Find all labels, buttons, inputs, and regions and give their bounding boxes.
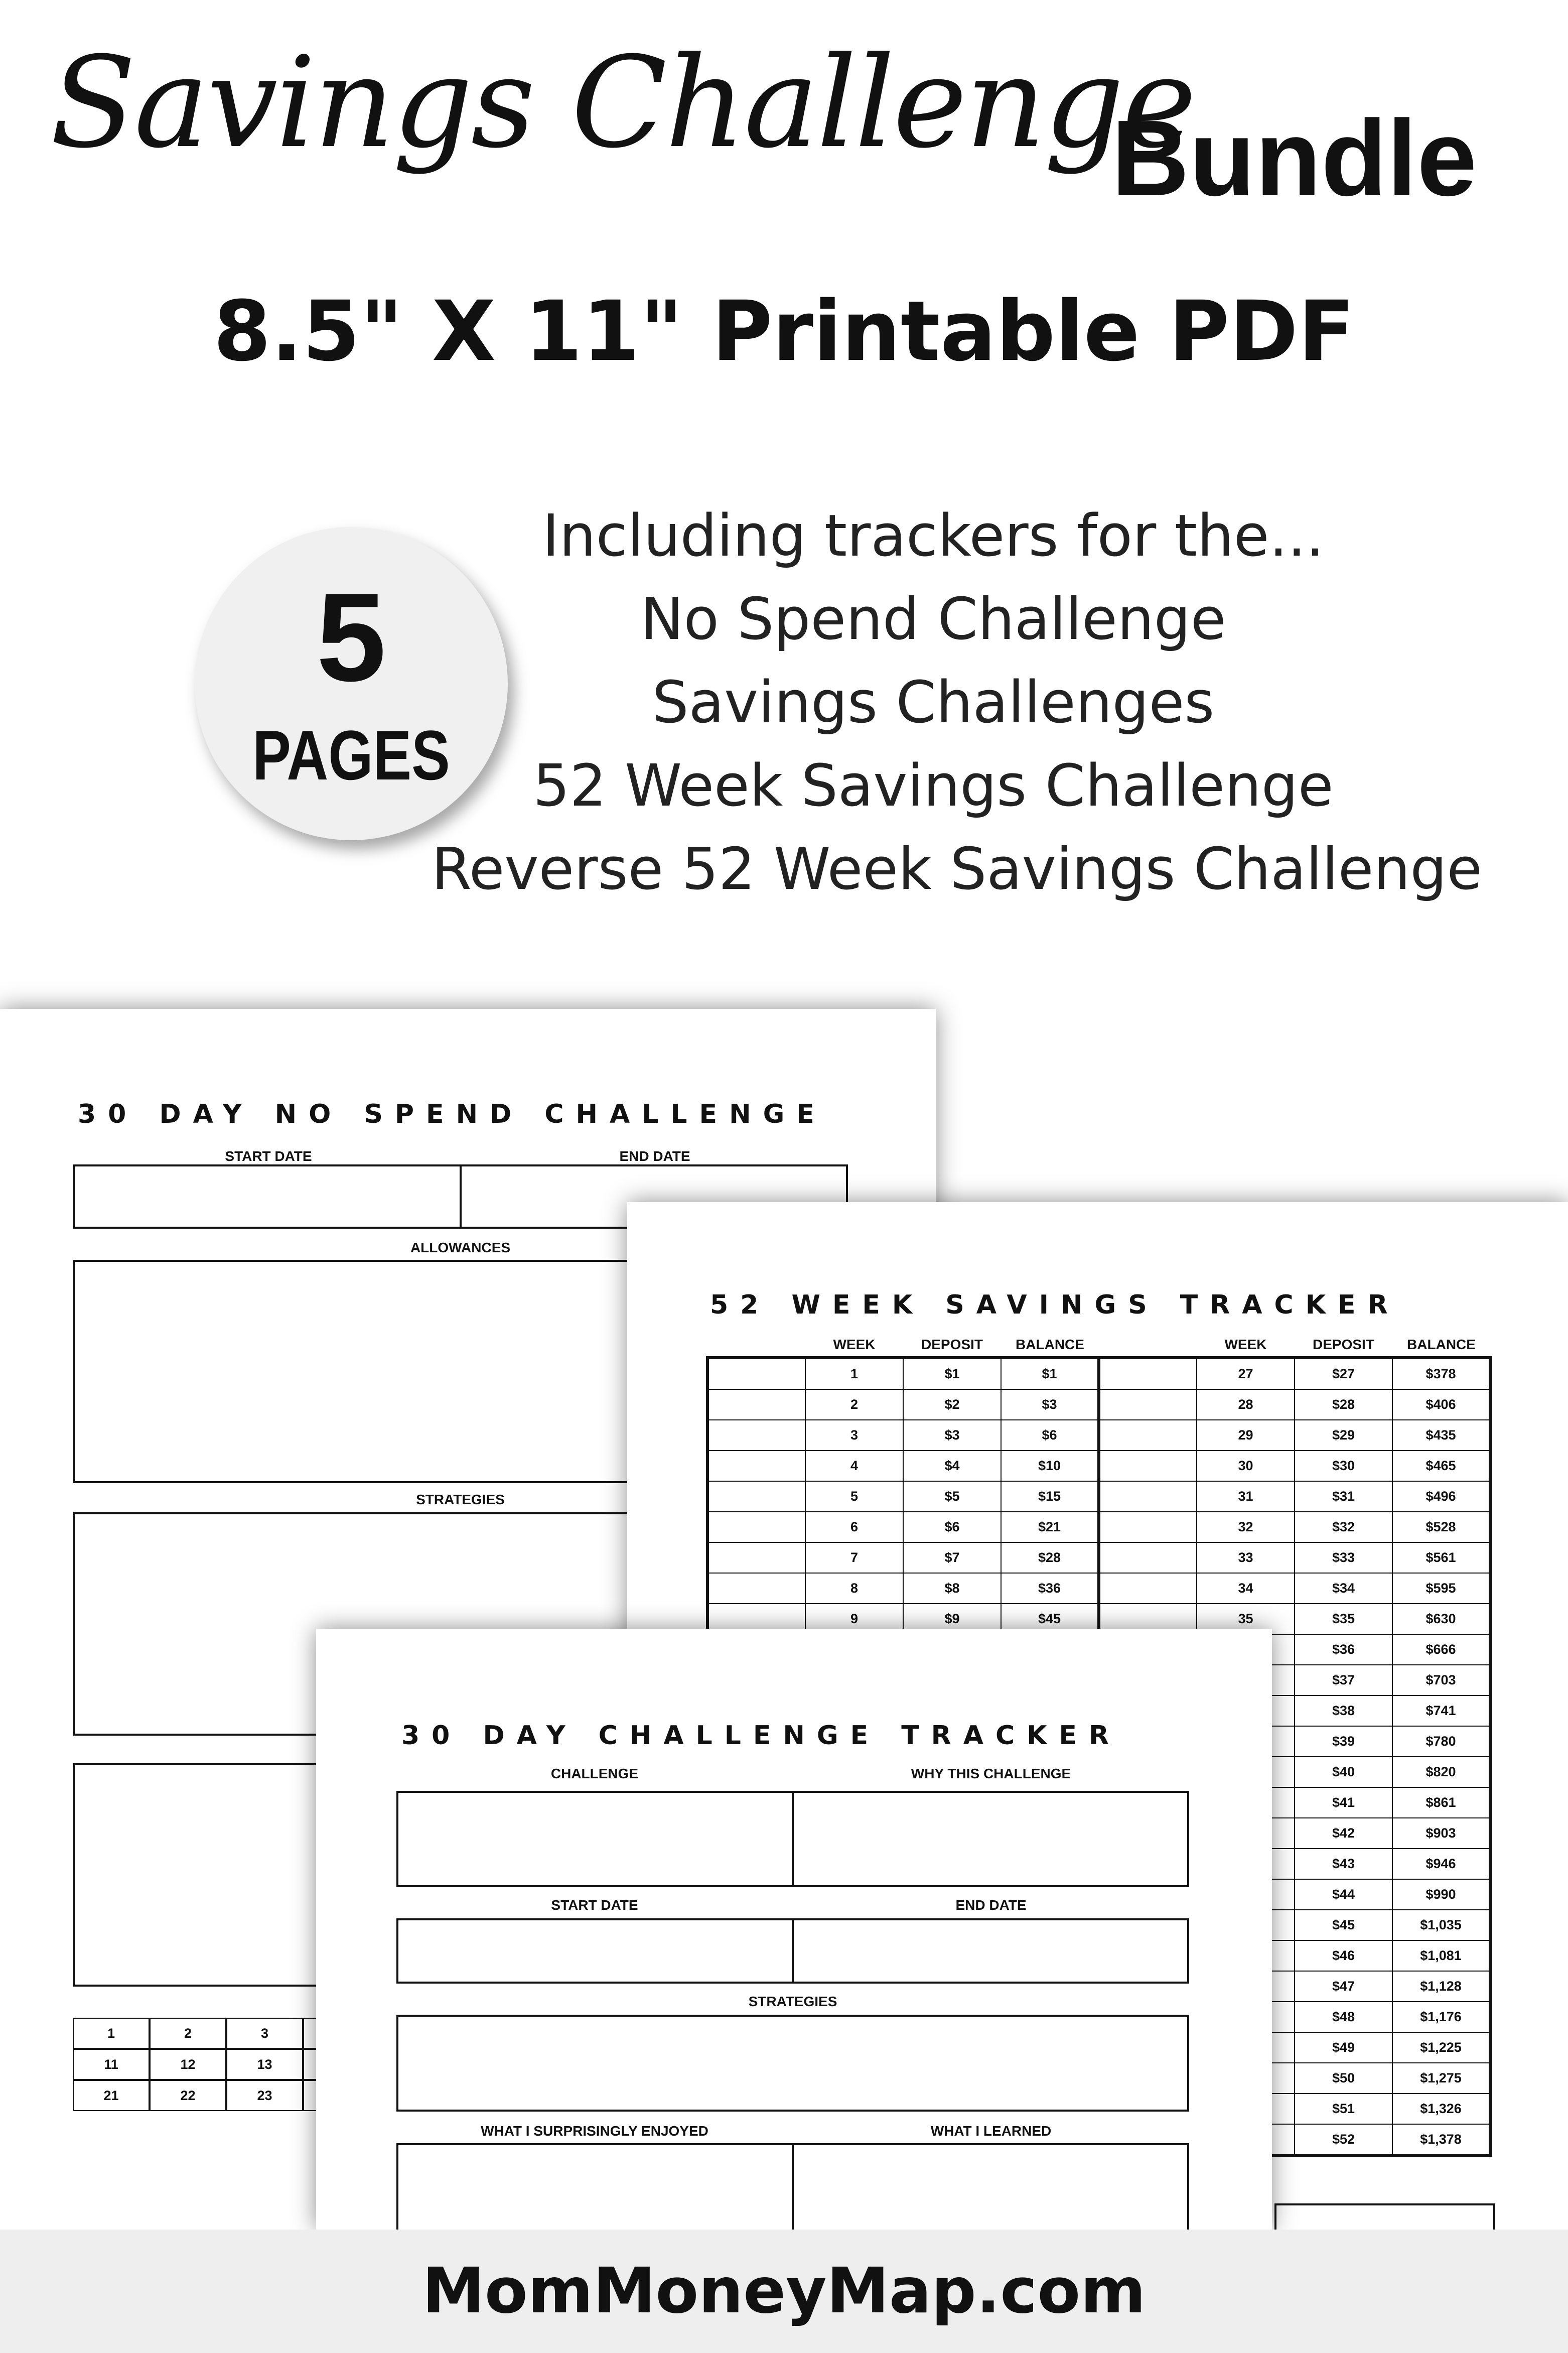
- balance-cell: $1,225: [1392, 2032, 1490, 2063]
- deposit-cell: $31: [1295, 1481, 1392, 1512]
- balance-cell: $465: [1392, 1451, 1490, 1481]
- deposit-cell: $41: [1295, 1787, 1392, 1818]
- features-list: [432, 494, 1483, 911]
- balance-cell: $1,035: [1392, 1910, 1490, 1940]
- deposit-cell: $34: [1295, 1573, 1392, 1604]
- deposit-cell: $4: [903, 1451, 1001, 1481]
- deposit-cell: $29: [1295, 1420, 1392, 1451]
- balance-cell: $45: [1001, 1604, 1099, 1635]
- day-cell: 3: [226, 2018, 303, 2049]
- week-cell: 33: [1197, 1542, 1295, 1573]
- table-row: [1099, 1420, 1490, 1451]
- check-cell: [1099, 1481, 1197, 1512]
- day-cell: 1: [73, 2018, 150, 2049]
- week-cell: 3: [805, 1420, 903, 1451]
- deposit-cell: $9: [903, 1604, 1001, 1635]
- end-date-label: END DATE: [955, 1897, 1027, 1913]
- deposit-cell: $42: [1295, 1818, 1392, 1849]
- balance-cell: $28: [1001, 1542, 1099, 1573]
- table-row: [707, 1420, 1099, 1451]
- deposit-cell: $35: [1295, 1604, 1392, 1634]
- balance-cell: $1,176: [1392, 2002, 1490, 2032]
- deposit-cell: $50: [1295, 2063, 1392, 2094]
- balance-cell: $435: [1392, 1420, 1490, 1451]
- title-script-text: Savings Challenge: [50, 30, 1195, 176]
- day-cell: 12: [150, 2049, 226, 2080]
- deposit-cell: $8: [903, 1573, 1001, 1604]
- feature-item: 52 Week Savings Challenge: [533, 752, 1334, 820]
- table-row: [707, 1573, 1099, 1604]
- start-date-label: START DATE: [225, 1148, 312, 1164]
- balance-cell: $10: [1001, 1451, 1099, 1481]
- balance-cell: $561: [1392, 1542, 1490, 1573]
- balance-cell: $780: [1392, 1726, 1490, 1757]
- strategies-box: [396, 2015, 1189, 2112]
- balance-cell: $630: [1392, 1604, 1490, 1634]
- strategies-label: STRATEGIES: [416, 1492, 505, 1507]
- table-row: [707, 1512, 1099, 1542]
- balance-cell: $36: [1001, 1573, 1099, 1604]
- day-cell: 23: [226, 2080, 303, 2111]
- balance-cell: $741: [1392, 1695, 1490, 1726]
- table-row: [707, 1542, 1099, 1573]
- page-title: 30 DAY CHALLENGE TRACKER: [401, 1721, 1121, 1751]
- balance-cell: $1: [1001, 1358, 1099, 1389]
- week-cell: 27: [1197, 1358, 1295, 1389]
- deposit-cell: $5: [903, 1481, 1001, 1512]
- feature-item: Reverse 52 Week Savings Challenge: [432, 836, 1483, 903]
- table-row: [707, 1481, 1099, 1512]
- col-header: BALANCE: [1016, 1337, 1084, 1352]
- balance-cell: $406: [1392, 1389, 1490, 1420]
- start-date-label: START DATE: [551, 1897, 638, 1913]
- check-cell: [707, 1389, 805, 1420]
- weeks-table-left: [706, 1356, 1100, 1637]
- week-cell: 1: [805, 1358, 903, 1389]
- check-cell: [707, 1512, 805, 1542]
- why-label: WHY THIS CHALLENGE: [911, 1766, 1071, 1781]
- week-cell: 9: [805, 1604, 903, 1635]
- balance-cell: $946: [1392, 1849, 1490, 1879]
- deposit-cell: $39: [1295, 1726, 1392, 1757]
- check-cell: [1099, 1542, 1197, 1573]
- strategies-label: STRATEGIES: [748, 1994, 837, 2009]
- challenge-tracker-page-preview: [316, 1629, 1272, 2230]
- balance-cell: $820: [1392, 1757, 1490, 1787]
- check-cell: [707, 1420, 805, 1451]
- week-cell: 8: [805, 1573, 903, 1604]
- col-header: DEPOSIT: [1313, 1337, 1374, 1352]
- day-cell: 11: [73, 2049, 150, 2080]
- day-cell: 13: [226, 2049, 303, 2080]
- deposit-cell: $52: [1295, 2124, 1392, 2156]
- table-row: [1099, 1389, 1490, 1420]
- table-row: [707, 1389, 1099, 1420]
- table-row: [707, 1451, 1099, 1481]
- day-cell: 21: [73, 2080, 150, 2111]
- col-header: WEEK: [833, 1337, 876, 1352]
- deposit-cell: $28: [1295, 1389, 1392, 1420]
- week-cell: 29: [1197, 1420, 1295, 1451]
- check-cell: [1099, 1512, 1197, 1542]
- deposit-cell: $6: [903, 1512, 1001, 1542]
- title-bundle-text: Bundle: [1111, 97, 1477, 218]
- table-row: [1099, 1481, 1490, 1512]
- balance-cell: $21: [1001, 1512, 1099, 1542]
- week-cell: 31: [1197, 1481, 1295, 1512]
- week-cell: 35: [1197, 1604, 1295, 1634]
- week-cell: 7: [805, 1542, 903, 1573]
- day-cell: 2: [150, 2018, 226, 2049]
- check-cell: [1099, 1420, 1197, 1451]
- divider: [792, 1918, 794, 1984]
- deposit-cell: $33: [1295, 1542, 1392, 1573]
- balance-cell: $1,128: [1392, 1971, 1490, 2002]
- table-row: [1099, 1573, 1490, 1604]
- deposit-cell: $46: [1295, 1940, 1392, 1971]
- week-cell: 28: [1197, 1389, 1295, 1420]
- week-cell: 30: [1197, 1451, 1295, 1481]
- balance-cell: $6: [1001, 1420, 1099, 1451]
- divider: [792, 2143, 794, 2230]
- deposit-cell: $32: [1295, 1512, 1392, 1542]
- balance-cell: $990: [1392, 1879, 1490, 1910]
- check-cell: [707, 1358, 805, 1389]
- week-cell: 32: [1197, 1512, 1295, 1542]
- deposit-cell: $1: [903, 1358, 1001, 1389]
- balance-cell: $528: [1392, 1512, 1490, 1542]
- balance-cell: $15: [1001, 1481, 1099, 1512]
- week-cell: 6: [805, 1512, 903, 1542]
- badge-number: 5: [316, 567, 386, 707]
- week-cell: 4: [805, 1451, 903, 1481]
- allowances-label: ALLOWANCES: [410, 1240, 511, 1255]
- feature-item: Savings Challenges: [652, 669, 1215, 736]
- table-row: [1099, 1512, 1490, 1542]
- balance-cell: $666: [1392, 1634, 1490, 1665]
- balance-cell: $903: [1392, 1818, 1490, 1849]
- deposit-cell: $48: [1295, 2002, 1392, 2032]
- table-row: [1099, 1358, 1490, 1389]
- deposit-cell: $40: [1295, 1757, 1392, 1787]
- balance-cell: $861: [1392, 1787, 1490, 1818]
- deposit-cell: $30: [1295, 1451, 1392, 1481]
- badge-label: PAGES: [252, 716, 450, 795]
- enjoyed-label: WHAT I SURPRISINGLY ENJOYED: [481, 2123, 708, 2139]
- subtitle: 8.5" X 11" Printable PDF: [213, 283, 1355, 379]
- table-row: [1099, 1542, 1490, 1573]
- end-date-label: END DATE: [619, 1148, 690, 1164]
- deposit-cell: $51: [1295, 2094, 1392, 2124]
- balance-cell: $1,081: [1392, 1940, 1490, 1971]
- deposit-cell: $47: [1295, 1971, 1392, 2002]
- deposit-cell: $7: [903, 1542, 1001, 1573]
- day-cell: 22: [150, 2080, 226, 2111]
- week-cell: 5: [805, 1481, 903, 1512]
- feature-item: Including trackers for the...: [542, 502, 1325, 570]
- divider: [792, 1791, 794, 1887]
- balance-cell: $595: [1392, 1573, 1490, 1604]
- total-box: [1274, 2203, 1495, 2230]
- check-cell: [707, 1573, 805, 1604]
- balance-cell: $1,378: [1392, 2124, 1490, 2156]
- deposit-cell: $44: [1295, 1879, 1392, 1910]
- check-cell: [1099, 1451, 1197, 1481]
- page-title: 52 WEEK SAVINGS TRACKER: [710, 1290, 1400, 1320]
- col-header: WEEK: [1224, 1337, 1267, 1352]
- deposit-cell: $27: [1295, 1358, 1392, 1389]
- feature-item: No Spend Challenge: [640, 586, 1226, 653]
- check-cell: [707, 1451, 805, 1481]
- balance-cell: $1,326: [1392, 2094, 1490, 2124]
- challenge-label: CHALLENGE: [550, 1766, 639, 1781]
- page-title: 30 DAY NO SPEND CHALLENGE: [78, 1099, 826, 1129]
- deposit-cell: $36: [1295, 1634, 1392, 1665]
- balance-cell: $1,275: [1392, 2063, 1490, 2094]
- deposit-cell: $45: [1295, 1910, 1392, 1940]
- divider: [460, 1164, 462, 1229]
- check-cell: [707, 1542, 805, 1573]
- balance-cell: $378: [1392, 1358, 1490, 1389]
- deposit-cell: $2: [903, 1389, 1001, 1420]
- col-header: DEPOSIT: [921, 1337, 983, 1352]
- check-cell: [1099, 1389, 1197, 1420]
- balance-cell: $703: [1392, 1665, 1490, 1695]
- check-cell: [1099, 1573, 1197, 1604]
- learned-label: WHAT I LEARNED: [930, 2123, 1052, 2139]
- deposit-cell: $37: [1295, 1665, 1392, 1695]
- week-cell: 34: [1197, 1573, 1295, 1604]
- deposit-cell: $49: [1295, 2032, 1392, 2063]
- balance-cell: $496: [1392, 1481, 1490, 1512]
- table-row: [1099, 1451, 1490, 1481]
- deposit-cell: $38: [1295, 1695, 1392, 1726]
- week-cell: 2: [805, 1389, 903, 1420]
- check-cell: [707, 1481, 805, 1512]
- check-cell: [1099, 1358, 1197, 1389]
- deposit-cell: $43: [1295, 1849, 1392, 1879]
- col-header: BALANCE: [1407, 1337, 1476, 1352]
- balance-cell: $3: [1001, 1389, 1099, 1420]
- table-row: [707, 1358, 1099, 1389]
- footer-site: MomMoneyMap.com: [0, 2230, 1568, 2353]
- deposit-cell: $3: [903, 1420, 1001, 1451]
